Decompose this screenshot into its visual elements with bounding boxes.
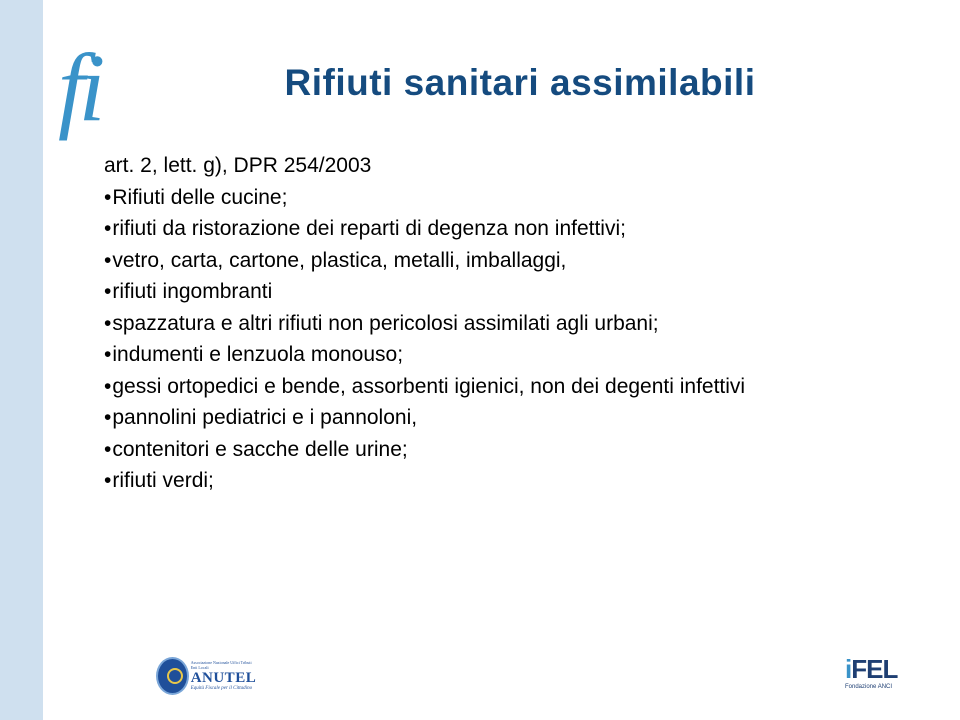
ifel-subtitle: Fondazione ANCI — [845, 684, 893, 690]
list-item-text: indumenti e lenzuola monouso; — [112, 343, 404, 366]
bullet-glyph: • — [104, 437, 112, 461]
bullet-glyph: • — [104, 248, 112, 272]
anutel-logo — [156, 655, 258, 697]
slide-body — [104, 150, 844, 497]
list-item — [104, 182, 844, 214]
ifel-i: i — [845, 654, 852, 684]
bullet-glyph: • — [104, 185, 112, 209]
ifel-rest: FEL — [851, 654, 898, 684]
bullet-glyph: • — [104, 469, 112, 492]
anutel-seal-icon — [156, 657, 189, 695]
anutel-motto: Equità Fiscale per il Cittadino — [190, 686, 253, 691]
bullet-glyph: • — [104, 406, 112, 429]
fi-logo: fi — [58, 34, 100, 141]
list-item-text: rifiuti da ristorazione dei reparti di degenza non infettivi; — [112, 217, 626, 240]
ifel-logo — [845, 655, 897, 699]
side-band — [0, 0, 43, 720]
list-item-text: rifiuti verdi; — [112, 469, 214, 492]
list-item — [104, 434, 844, 466]
anutel-association-name: Associazione Nazionale Uffici Tributi Enti Locali — [190, 660, 252, 670]
list-item — [104, 465, 844, 497]
list-item — [104, 308, 844, 340]
list-item — [104, 371, 844, 403]
bullet-glyph: • — [104, 280, 112, 303]
list-item — [104, 339, 844, 371]
list-item-text: gessi ortopedici e bende, assorbenti igienici, non dei degenti infettivi — [112, 374, 746, 398]
list-item-text: rifiuti ingombranti — [112, 280, 273, 303]
bullet-glyph: • — [104, 343, 112, 366]
list-item — [104, 213, 844, 245]
bullet-glyph: • — [104, 311, 112, 335]
list-item-text: pannolini pediatrici e i pannoloni, — [112, 406, 418, 429]
list-item — [104, 276, 844, 308]
bullet-glyph: • — [104, 217, 112, 240]
list-item-text: vetro, carta, cartone, plastica, metalli, imballaggi, — [112, 248, 567, 272]
anutel-name: ANUTEL — [190, 670, 257, 686]
bullet-list — [104, 182, 844, 497]
anutel-wordmark — [191, 660, 258, 692]
ifel-wordmark — [845, 655, 897, 683]
list-item — [104, 245, 844, 277]
list-item-text: spazzatura e altri rifiuti non pericolosi assimilati agli urbani; — [112, 311, 659, 335]
list-item-text: contenitori e sacche delle urine; — [112, 437, 408, 461]
list-item — [104, 402, 844, 434]
slide-title: Rifiuti sanitari assimilabili — [284, 62, 756, 103]
list-item-text: Rifiuti delle cucine; — [112, 185, 288, 209]
bullet-glyph: • — [104, 374, 112, 398]
intro-line: art. 2, lett. g), DPR 254/2003 — [104, 154, 372, 177]
